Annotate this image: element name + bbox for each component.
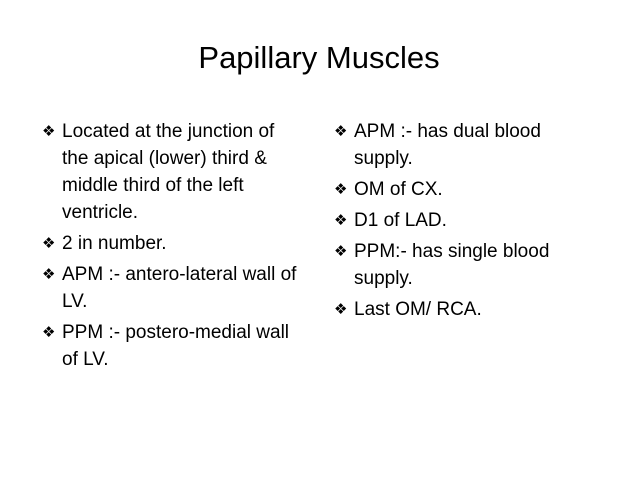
diamond-bullet-icon: ❖ [334, 212, 348, 229]
list-item-text: OM of CX. [354, 179, 443, 200]
diamond-bullet-icon: ❖ [334, 301, 348, 318]
list-item-text: APM :- has dual blood supply. [354, 121, 541, 169]
diamond-bullet-icon: ❖ [42, 235, 56, 252]
list-item [334, 176, 604, 203]
list-item-text: PPM :- postero-medial wall of LV. [62, 322, 290, 370]
diamond-bullet-icon: ❖ [42, 123, 56, 140]
list-item [334, 238, 604, 292]
list-item-text: Last OM/ RCA. [354, 299, 482, 320]
list-item-text: PPM:- has single blood supply. [354, 241, 550, 289]
diamond-bullet-icon: ❖ [42, 324, 56, 341]
slide-title: Papillary Muscles [198, 40, 440, 75]
list-item [42, 230, 302, 257]
left-bullet-list [42, 118, 302, 377]
list-item [334, 296, 604, 323]
diamond-bullet-icon: ❖ [334, 181, 348, 198]
diamond-bullet-icon: ❖ [334, 123, 348, 140]
list-item [334, 118, 604, 172]
diamond-bullet-icon: ❖ [334, 243, 348, 260]
right-bullet-list [334, 118, 604, 327]
list-item-text: D1 of LAD. [354, 210, 447, 231]
list-item [42, 118, 302, 226]
list-item-text: APM :- antero-lateral wall of LV. [62, 264, 297, 312]
list-item [42, 261, 302, 315]
list-item-text: 2 in number. [62, 233, 167, 254]
list-item [42, 319, 302, 373]
list-item [334, 207, 604, 234]
list-item-text: Located at the junction of the apical (lower) third & middle third of the left ventricle. [62, 121, 275, 223]
diamond-bullet-icon: ❖ [42, 266, 56, 283]
